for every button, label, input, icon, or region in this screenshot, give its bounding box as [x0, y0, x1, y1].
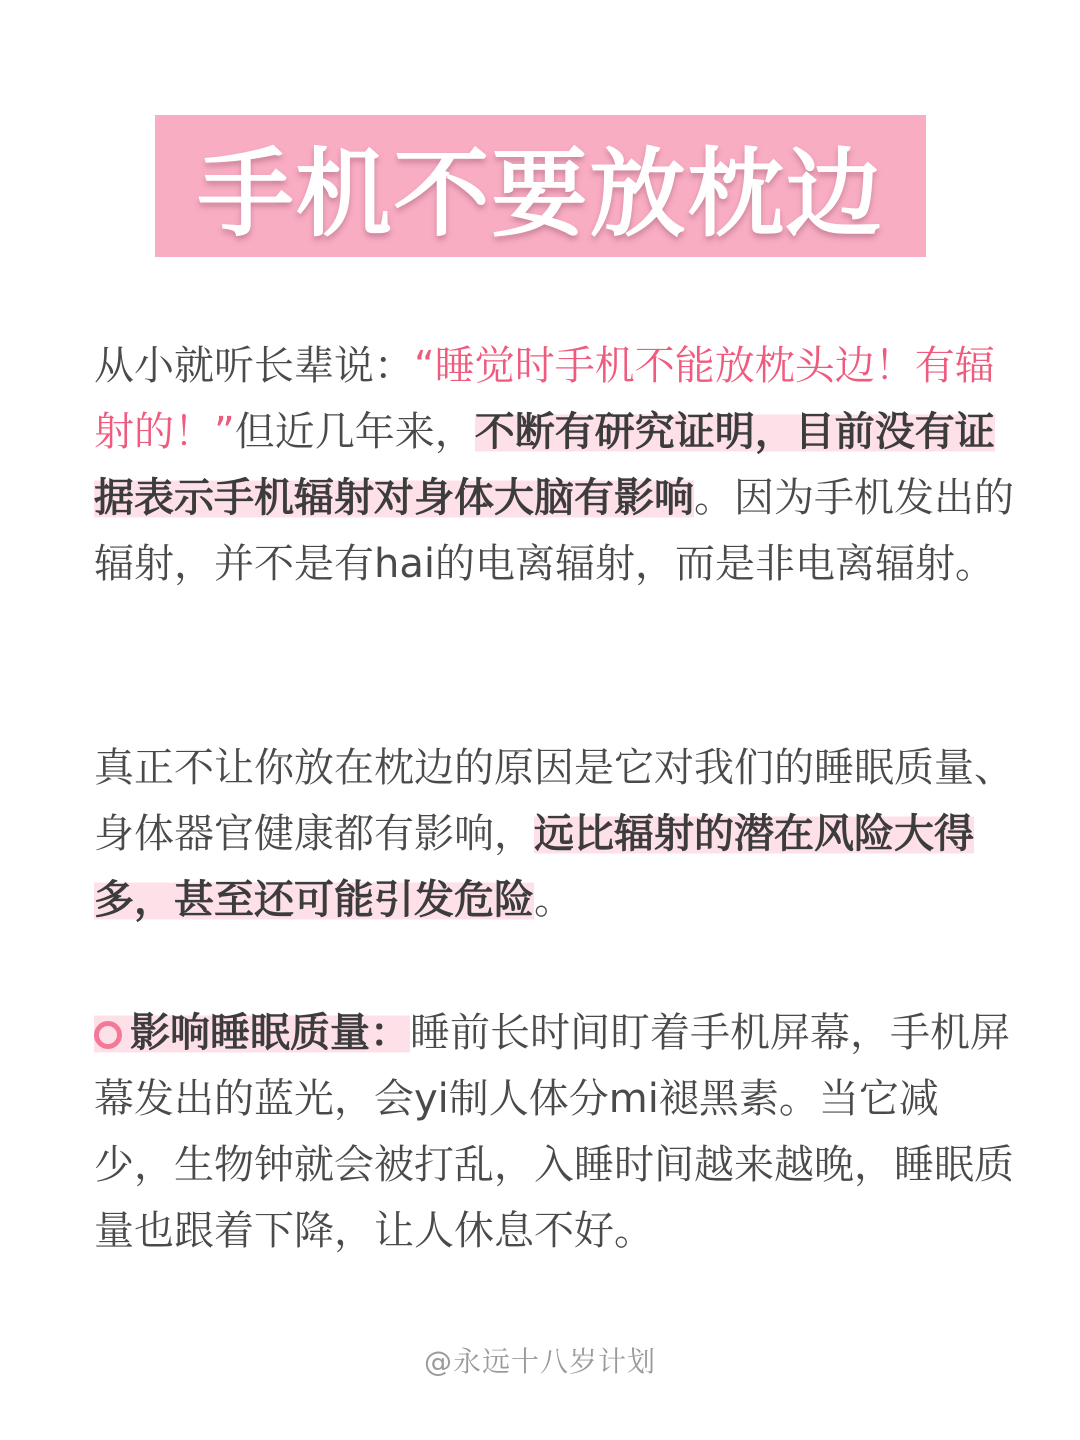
page-title: 手机不要放枕边 [197, 137, 884, 250]
sleep-quality-text: 睡前长时间盯着手机屏幕，手机屏幕发出的蓝光，会yi制人体分mi褪黑素。当它减少，生物钟就会被打乱，入睡时间越来越晚，睡眠质量也跟着下降，让人休息不好。 [94, 1010, 1014, 1254]
sleep-quality-heading: 影响睡眠质量： [130, 1010, 410, 1056]
paragraph-rest: 。因为手机发出的辐射，并不是有hai的电离辐射，而是非电离辐射。 [94, 475, 1014, 587]
title-banner [155, 115, 926, 257]
paragraph-intro: 从小就听长辈说： [94, 343, 414, 389]
paragraph-sleep-quality [94, 1000, 1014, 1264]
author-watermark: @永远十八岁计划 [423, 1345, 656, 1378]
sleep-quality-heading-wrap [94, 1010, 410, 1056]
paragraph-real-reason [94, 735, 1014, 933]
paragraph-middle: 但近几年来， [234, 409, 475, 455]
highlight-risk: 远比辐射的潜在风险大得多，甚至还可能引发危险 [94, 811, 974, 923]
circle-icon [94, 1021, 122, 1049]
paragraph-intro: 真正不让你放在枕边的原因是它对我们的睡眠质量、身体器官健康都有影响， [94, 745, 1014, 857]
paragraph-rest: 。 [534, 877, 574, 923]
highlight-research: 不断有研究证明，目前没有证据表示手机辐射对身体大脑有影响 [94, 409, 995, 521]
paragraph-radiation [94, 333, 1014, 597]
elders-quote: “睡觉时手机不能放枕头边！有辐射的！” [94, 343, 995, 455]
